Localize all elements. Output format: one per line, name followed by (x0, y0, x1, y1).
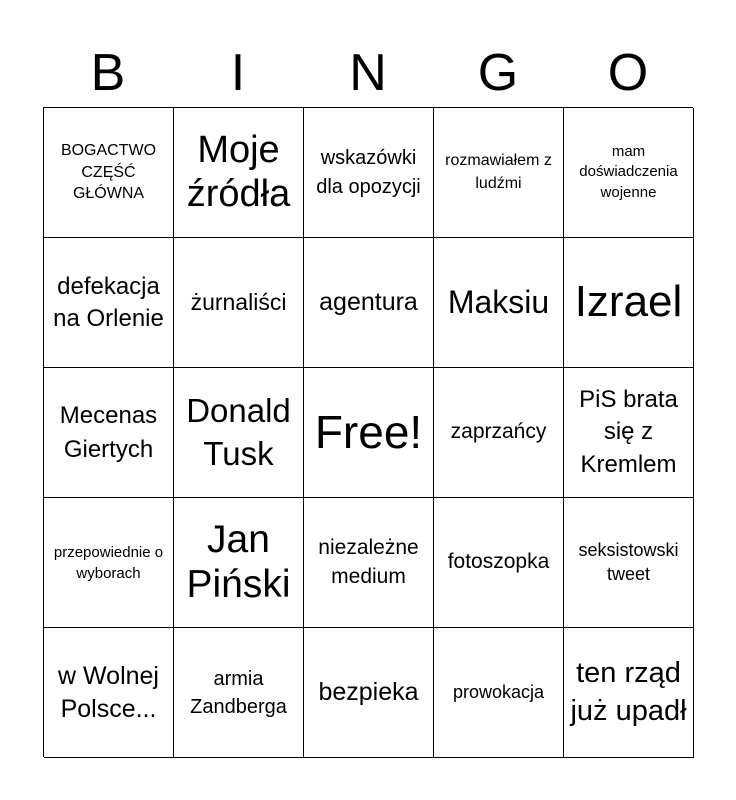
cell-text: zaprzańcy (450, 420, 547, 444)
bingo-cell[interactable] (304, 368, 434, 498)
bingo-cell[interactable] (564, 498, 694, 628)
cell-text: ten rząd już upadł (570, 656, 687, 727)
bingo-cell[interactable] (434, 498, 564, 628)
cell-text: armia Zandberga (190, 667, 287, 718)
cell-text: Jan Piński (186, 517, 291, 606)
bingo-cell[interactable] (304, 498, 434, 628)
cell-text: seksistowski tweet (578, 540, 679, 584)
bingo-cell[interactable] (304, 108, 434, 238)
cell-text: mam doświadczenia wojenne (579, 143, 678, 201)
bingo-header (43, 38, 693, 108)
cell-text: wskazówki dla opozycji (316, 146, 421, 198)
header-letter-b: B (90, 44, 126, 102)
header-letter-o: O (607, 44, 649, 102)
bingo-cell[interactable] (434, 238, 564, 368)
bingo-cell[interactable] (174, 628, 304, 758)
cell-text: prowokacja (452, 682, 545, 703)
cell-text: Moje źródła (186, 128, 291, 215)
cell-text: w Wolnej Polsce... (58, 662, 159, 723)
cell-text: bezpieka (318, 678, 419, 707)
cell-text: PiS brata się z Kremlem (579, 385, 678, 478)
cell-text: przepowiednie o wyborach (53, 543, 164, 582)
bingo-cell[interactable] (304, 628, 434, 758)
bingo-cell[interactable] (434, 628, 564, 758)
bingo-cell[interactable] (564, 368, 694, 498)
bingo-cell[interactable] (44, 238, 174, 368)
header-letter-n: N (349, 44, 387, 102)
cell-text: Free! (314, 406, 423, 459)
cell-text: Maksiu (447, 283, 550, 320)
bingo-cell[interactable] (44, 498, 174, 628)
cell-text: fotoszopka (447, 550, 550, 574)
cell-text: Donald Tusk (186, 392, 291, 472)
bingo-cell[interactable] (564, 238, 694, 368)
header-letter-i: I (230, 44, 246, 102)
header-letter-g: G (477, 44, 519, 102)
bingo-cell[interactable] (434, 108, 564, 238)
bingo-cell[interactable] (174, 238, 304, 368)
bingo-cell[interactable] (174, 368, 304, 498)
bingo-cell[interactable] (564, 628, 694, 758)
bingo-cell[interactable] (174, 108, 304, 238)
bingo-cell[interactable] (304, 238, 434, 368)
bingo-board (43, 107, 693, 757)
cell-text: defekacja na Orlenie (53, 273, 164, 332)
cell-text: niezależne medium (318, 536, 419, 588)
bingo-cell[interactable] (434, 368, 564, 498)
bingo-cell[interactable] (174, 498, 304, 628)
cell-text: żurnaliści (190, 288, 287, 315)
bingo-cell[interactable] (44, 628, 174, 758)
cell-text: Mecenas Giertych (59, 401, 158, 463)
bingo-cell[interactable] (44, 368, 174, 498)
bingo-cell[interactable] (44, 108, 174, 238)
cell-text: BOGACTWO CZĘŚĆ GŁÓWNA (60, 142, 157, 203)
cell-text: rozmawiałem z ludźmi (445, 152, 552, 192)
cell-text: Izrael (574, 277, 683, 327)
cell-text: agentura (319, 288, 418, 317)
bingo-cell[interactable] (564, 108, 694, 238)
